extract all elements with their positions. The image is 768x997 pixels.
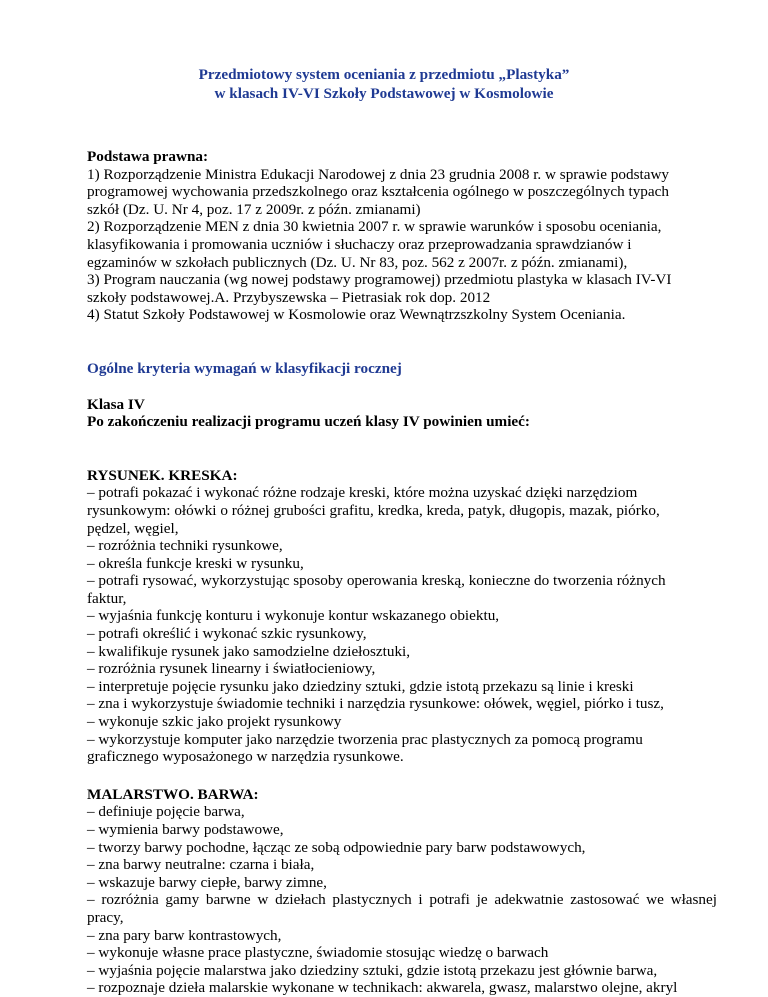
drawing-criteria-line: faktur, xyxy=(87,589,127,607)
criteria-heading: Ogólne kryteria wymagań w klasyfikacji rocznej xyxy=(87,359,402,377)
legal-basis-heading: Podstawa prawna: xyxy=(87,148,209,165)
legal-basis-line: klasyfikowania i promowania uczniów i słuchaczy oraz przeprowadzania sprawdzianów i xyxy=(87,235,632,253)
legal-basis-line: egzaminów w szkołach publicznych (Dz. U. Nr 83, poz. 562 z 2007r. z późn. zmianami), xyxy=(87,253,628,271)
drawing-criteria-line: – rozróżnia techniki rysunkowe, xyxy=(87,537,283,555)
painting-criteria-line: – zna pary barw kontrastowych, xyxy=(87,926,282,944)
drawing-criteria-line: – wykorzystuje komputer jako narzędzie tworzenia prac plastycznych za pomocą programu xyxy=(87,730,643,748)
painting-criteria-line: – wykonuje własne prace plastyczne, świadomie stosując wiedzę o barwach xyxy=(87,944,549,962)
drawing-criteria-line: graficznego wyposażonego w narzędzia rysunkowe. xyxy=(87,748,404,766)
drawing-criteria-line: – interpretuje pojęcie rysunku jako dziedziny sztuki, gdzie istotą przekazu są linie i kreski xyxy=(87,677,634,695)
painting-criteria-line: – zna barwy neutralne: czarna i biała, xyxy=(87,856,315,874)
drawing-criteria-line: – wykonuje szkic jako projekt rysunkowy xyxy=(87,713,342,731)
drawing-criteria-line: – rozróżnia rysunek linearny i światłocieniowy, xyxy=(87,660,376,678)
class-heading: Klasa IV xyxy=(87,395,145,413)
painting-criteria-line: – wskazuje barwy ciepłe, barwy zimne, xyxy=(87,873,327,891)
painting-section-heading: MALARSTWO. BARWA: xyxy=(87,785,259,803)
drawing-criteria-list xyxy=(87,484,717,766)
legal-basis-line: 3) Program nauczania (wg nowej podstawy programowej) przedmiotu plastyka w klasach IV-VI xyxy=(87,271,672,289)
drawing-criteria-line: – wyjaśnia funkcję konturu i wykonuje kontur wskazanego obiektu, xyxy=(87,607,500,625)
document-body xyxy=(87,148,717,997)
legal-basis-list xyxy=(87,166,717,324)
painting-criteria-line: – tworzy barwy pochodne, łącząc ze sobą odpowiednie pary barw podstawowych, xyxy=(87,838,586,856)
drawing-criteria-line: rysunkowym: ołówki o różnej grubości grafitu, kredka, kreda, patyk, długopis, mazak, piórko, xyxy=(87,501,660,519)
legal-basis-line: szkoły podstawowej.A. Przybyszewska – Pietrasiak rok dop. 2012 xyxy=(87,288,491,306)
drawing-criteria-line: – potrafi określić i wykonać szkic rysunkowy, xyxy=(87,625,367,643)
painting-criteria-line: – rozróżnia gamy barwne w dziełach plastycznych i potrafi je adekwatnie zastosować we własnej xyxy=(87,891,717,909)
legal-basis-line: programowej wychowania przedszkolnego oraz kształcenia ogólnego w poszczególnych typach xyxy=(87,183,669,201)
title-line-2: w klasach IV-VI Szkoły Podstawowej w Kosmolowie xyxy=(214,85,554,102)
painting-criteria-line: – wymienia barwy podstawowe, xyxy=(87,821,284,838)
document-title xyxy=(0,65,768,103)
legal-basis-line: 4) Statut Szkoły Podstawowej w Kosmolowie oraz Wewnątrzszkolny System Oceniania. xyxy=(87,306,626,324)
drawing-criteria-line: – potrafi rysować, wykorzystując sposoby operowania kreską, konieczne do tworzenia różnych xyxy=(87,572,666,590)
painting-criteria-line: pracy, xyxy=(87,908,124,926)
title-line-1: Przedmiotowy system oceniania z przedmiotu „Plastyka” xyxy=(198,66,570,83)
painting-criteria-line: – definiuje pojęcie barwa, xyxy=(87,803,245,821)
drawing-criteria-line: – zna i wykorzystuje świadomie techniki i narzędzia rysunkowe: ołówek, węgiel, piórko i tusz, xyxy=(87,695,664,713)
painting-criteria-list xyxy=(87,803,717,997)
legal-basis-line: szkół (Dz. U. Nr 4, poz. 17 z 2009r. z późn. zmianami) xyxy=(87,200,421,218)
class-intro: Po zakończeniu realizacji programu uczeń klasy IV powinien umieć: xyxy=(87,413,530,431)
painting-criteria-line: – wyjaśnia pojęcie malarstwa jako dziedziny sztuki, gdzie istotą przekazu jest głównie barwa, xyxy=(87,961,658,979)
drawing-criteria-line: – określa funkcje kreski w rysunku, xyxy=(87,554,304,572)
drawing-section-heading: RYSUNEK. KRESKA: xyxy=(87,466,238,484)
drawing-criteria-line: – potrafi pokazać i wykonać różne rodzaje kreski, które można uzyskać dzięki narzędziom xyxy=(87,484,638,502)
drawing-criteria-line: pędzel, węgiel, xyxy=(87,519,179,537)
legal-basis-line: 2) Rozporządzenie MEN z dnia 30 kwietnia 2007 r. w sprawie warunków i sposobu oceniania, xyxy=(87,218,662,236)
legal-basis-line: 1) Rozporządzenie Ministra Edukacji Narodowej z dnia 23 grudnia 2008 r. w sprawie podstawy xyxy=(87,165,670,183)
drawing-criteria-line: – kwalifikuje rysunek jako samodzielne dziełosztuki, xyxy=(87,642,411,660)
painting-criteria-line: – rozpoznaje dzieła malarskie wykonane w technikach: akwarela, gwasz, malarstwo olejne, akryl xyxy=(87,979,678,997)
